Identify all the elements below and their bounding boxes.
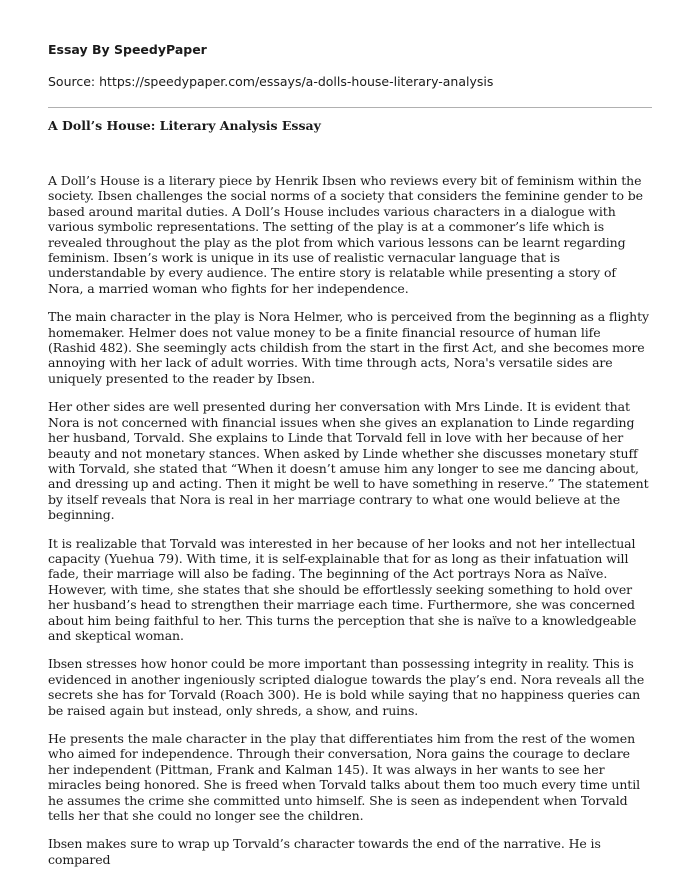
essay-paragraph: Ibsen makes sure to wrap up Torvald’s character towards the end of the narrative. He is compared — [48, 836, 601, 867]
essay-paragraph: The main character in the play is Nora Helmer, who is perceived from the beginning as a flighty homemaker. Helmer does not value money to be a finite financial resource of human life (Rashid 482). She seemingly acts childish from the start in the first Act, and she becomes more annoying with her lack of adult worries. With time through acts, Nora's versatile sides are uniquely presented to the reader by Ibsen. — [48, 309, 649, 386]
header-divider — [48, 107, 652, 108]
essay-paragraph: Ibsen stresses how honor could be more important than possessing integrity in reality. This is evidenced in another ingeniously scripted dialogue towards the play’s end. Nora reveals all the secrets she has for Torvald (Roach 300). He is bold while saying that no happiness queries can be raised again but instead, only shreds, a show, and ruins. — [48, 656, 645, 718]
document-page — [48, 42, 652, 880]
essay-title: A Doll’s House: Literary Analysis Essay — [48, 118, 321, 133]
brand-heading: Essay By SpeedyPaper — [48, 42, 207, 57]
essay-paragraph: He presents the male character in the play that differentiates him from the rest of the women who aimed for independence. Through their conversation, Nora gains the courage to declare her independent (Pittman, Frank and Kalman 145). It was always in her wants to see her miracles being honored. She is freed when Torvald talks about them too much every time until he assumes the crime she committed unto himself. She is seen as independent when Torvald tells her that she could no longer see the children. — [48, 731, 640, 824]
essay-paragraph: It is realizable that Torvald was interested in her because of her looks and not her intellectual capacity (Yuehua 79). With time, it is self-explainable that for as long as their infatuation will fade, their marriage will also be fading. The beginning of the Act portrays Nora as Naïve. However, with time, she states that she should be effortlessly seeking something to hold over her husband’s head to strengthen their marriage each time. Furthermore, she was concerned about him being faithful to her. This turns the perception that she is naïve to a knowledgeable and skeptical woman. — [48, 535, 637, 643]
essay-body — [48, 173, 652, 867]
essay-paragraph: A Doll’s House is a literary piece by Henrik Ibsen who reviews every bit of feminism within the society. Ibsen challenges the social norms of a society that considers the feminine gender to be based around marital duties. A Doll’s House includes various characters in a dialogue with various symbolic representations. The setting of the play is at a commoner’s life which is revealed throughout the play as the plot from which various lessons can be learnt regarding feminism. Ibsen’s work is unique in its use of realistic vernacular language that is understandable by every audience. The entire story is relatable while presenting a story of Nora, a married woman who fights for her independence. — [48, 173, 643, 296]
source-line: Source: https://speedypaper.com/essays/a-dolls-house-literary-analysis — [48, 74, 494, 89]
essay-paragraph: Her other sides are well presented during her conversation with Mrs Linde. It is evident that Nora is not concerned with financial issues when she gives an explanation to Linde regarding her husband, Torvald. She explains to Linde that Torvald fell in love with her because of her beauty and not monetary stances. When asked by Linde whether she discusses monetary stuff with Torvald, she stated that “When it doesn’t amuse him any longer to see me dancing about, and dressing up and acting. Then it might be well to have something in reserve.” The statement by itself reveals that Nora is real in her marriage contrary to what one would believe at the beginning. — [48, 399, 649, 523]
